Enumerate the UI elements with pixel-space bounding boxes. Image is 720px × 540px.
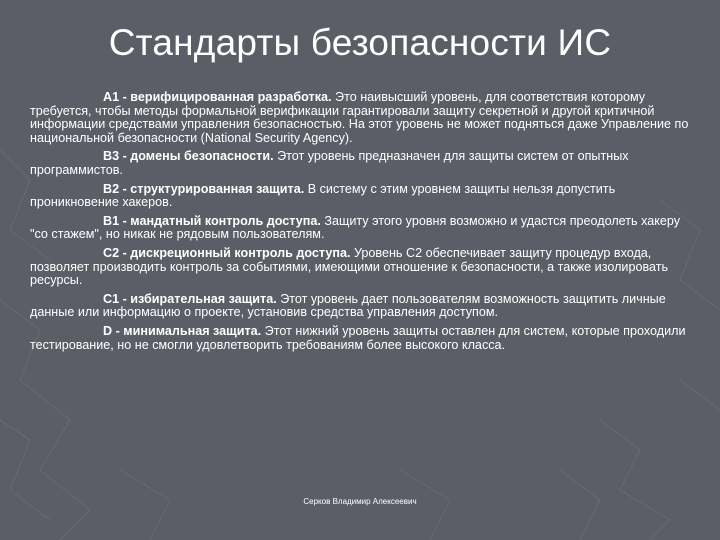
item-term: А1 - верифицированная разработка. (103, 90, 332, 104)
footer-author: Серков Владимир Алексеевич (303, 497, 417, 506)
item-text: В систему с этим уровнем защиты нельзя допустить проникновение хакеров. (30, 181, 616, 210)
item-term: В2 - структурированная защита. (103, 181, 305, 196)
item-term: В1 - мандатный контроль доступа. (103, 213, 321, 228)
list-item (30, 247, 692, 288)
list-item (30, 325, 692, 352)
item-text: Этот уровень предназначен для защиты систем от опытных программистов. (30, 149, 629, 177)
item-text: Этот уровень дает пользователям возможность защитить личные данные или информацию о проекте, установив средства управления доступом. (30, 291, 666, 320)
item-text: Это наивысший уровень, для соответствия которому требуется, чтобы методы формальной верификации гарантировали защиту секретной и другой критичной информации средствами управления безопасностью. На этот уровень не может подняться даже Управление по национальной безопасности (National Security Agency). (30, 90, 689, 145)
item-term: В3 - домены безопасности. (103, 149, 274, 164)
item-text: Защиту этого уровня возможно и удастся преодолеть хакеру "со стажем", но никак не рядовым пользователям. (30, 213, 681, 242)
list-item (30, 215, 692, 242)
slide-content (30, 91, 692, 357)
item-term: С1 - избирательная защита. (103, 291, 277, 306)
item-text: Этот нижний уровень защиты оставлен для систем, которые проходили тестирование, но не смогли удовлетворить требованиям более высокого класса. (30, 323, 686, 352)
list-item (30, 91, 692, 145)
item-term: С2 - дискреционный контроль доступа. (103, 245, 351, 260)
list-item (30, 293, 692, 320)
item-text: Уровень С2 обеспечивает защиту процедур входа, позволяет производить контроль за событиями, имеющими отношение к безопасности, а также изолировать ресурсы. (30, 245, 669, 288)
slide-title: Стандарты безопасности ИС (108, 22, 612, 63)
item-term: D - минимальная защита. (103, 323, 262, 338)
list-item (30, 150, 692, 177)
list-item (30, 183, 692, 210)
